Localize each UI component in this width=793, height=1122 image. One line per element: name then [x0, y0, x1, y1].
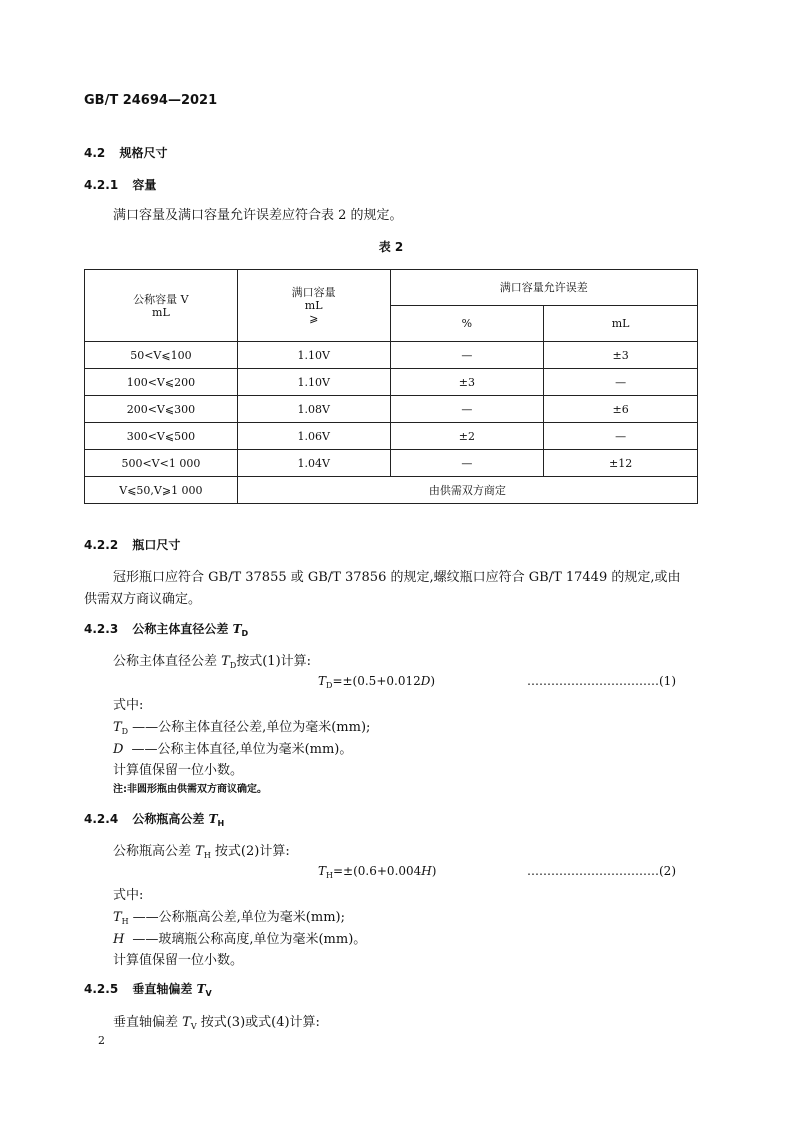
header-line: 满口容量 [291, 286, 336, 299]
symbol: T [113, 720, 122, 735]
section-title: 垂直轴偏差 [132, 982, 193, 996]
formula-text: =±(0.6+0.004 [333, 864, 422, 878]
section-number: 4.2 [84, 146, 106, 160]
formula-text: ) [430, 674, 436, 688]
table-row [85, 450, 698, 477]
cell-pct: — [390, 342, 544, 369]
intro-text: 公称瓶高公差 [113, 844, 196, 859]
definition-text: ——玻璃瓶公称高度,单位为毫米(mm)。 [132, 932, 367, 947]
cell-full: 1.08V [237, 396, 390, 423]
cell-pct: — [390, 450, 544, 477]
formula-intro [113, 840, 290, 860]
definition-text: ——公称瓶高公差,单位为毫米(mm); [132, 910, 345, 925]
formula-1 [318, 674, 435, 690]
intro-text: 按式(3)或式(4)计算: [196, 1015, 320, 1030]
section-number: 4.2.4 [84, 812, 119, 826]
where-label: 式中: [113, 698, 144, 713]
intro-text: 按式(2)计算: [210, 844, 290, 859]
symbol: T [232, 622, 242, 636]
symbol: T [221, 654, 230, 669]
section-number: 4.2.3 [84, 622, 119, 636]
header-ml: mL [544, 306, 698, 342]
standard-number: GB/T 24694—2021 [84, 93, 218, 108]
table-row [85, 396, 698, 423]
cell-ml: — [544, 369, 698, 396]
paragraph: 计算值保留一位小数。 [113, 763, 244, 778]
capacity-table [84, 269, 698, 504]
symbol: H [113, 932, 125, 947]
cell-pct: ±2 [390, 423, 544, 450]
definition-text: ——公称主体直径,单位为毫米(mm)。 [131, 742, 353, 757]
section-4-2-4-heading [84, 810, 224, 828]
intro-text: 公称主体直径公差 [113, 654, 222, 669]
cell-range: 50<V⩽100 [85, 342, 238, 369]
cell-pct: ±3 [390, 369, 544, 396]
section-title: 公称瓶高公差 [132, 812, 205, 826]
formula-2 [318, 864, 436, 880]
formula-number: ……………………………(1) [527, 674, 676, 688]
section-title: 瓶口尺寸 [132, 538, 181, 552]
header-tolerance: 满口容量允许误差 [390, 270, 697, 306]
formula-text: =±(0.5+0.012 [332, 674, 421, 688]
formula-intro [113, 1011, 320, 1031]
symbol-subscript: D [121, 727, 129, 736]
symbol-subscript: H [217, 819, 225, 828]
cell-full: 1.04V [237, 450, 390, 477]
definition-text: ——公称主体直径公差,单位为毫米(mm); [132, 720, 371, 735]
cell-range: 300<V⩽500 [85, 423, 238, 450]
formula-text: ) [431, 864, 437, 878]
symbol: T [196, 982, 206, 996]
cell-range: V⩽50,V⩾1 000 [85, 477, 238, 504]
header-percent: % [390, 306, 544, 342]
symbol-subscript: V [205, 989, 212, 998]
note: 注:非圆形瓶由供需双方商议确定。 [113, 784, 267, 795]
symbol-subscript: D [241, 629, 249, 638]
definition [113, 738, 352, 757]
cell-full: 1.06V [237, 423, 390, 450]
page-number: 2 [98, 1034, 105, 1047]
symbol-subscript: H [326, 871, 333, 880]
table-header-row [85, 270, 698, 306]
header-line: 公称容量 V [133, 292, 189, 306]
section-title: 规格尺寸 [119, 146, 168, 160]
section-number: 4.2.2 [84, 538, 119, 552]
section-4-2-heading [84, 144, 167, 161]
cell-full: 1.10V [237, 369, 390, 396]
symbol: T [113, 910, 122, 925]
symbol-subscript: D [229, 661, 237, 670]
header-line: mL [304, 299, 323, 312]
table-row [85, 369, 698, 396]
cell-range: 500<V<1 000 [85, 450, 238, 477]
table-row [85, 477, 698, 504]
symbol: T [182, 1015, 191, 1030]
section-title: 公称主体直径公差 [132, 622, 229, 636]
definition [113, 928, 366, 947]
formula-number: ……………………………(2) [527, 864, 676, 878]
section-4-2-1-heading [84, 176, 156, 193]
table-caption: 表 2 [378, 240, 404, 254]
header-line: ⩾ [309, 312, 319, 325]
cell-ml: ±3 [544, 342, 698, 369]
definition [113, 716, 370, 736]
section-number: 4.2.5 [84, 982, 119, 996]
header-nominal-capacity [85, 270, 238, 342]
cell-ml: — [544, 423, 698, 450]
cell-pct: — [390, 396, 544, 423]
definition [113, 906, 345, 926]
symbol: T [195, 844, 204, 859]
intro-text: 按式(1)计算: [236, 654, 312, 669]
cell-full: 1.10V [237, 342, 390, 369]
section-4-2-2-heading [84, 536, 180, 553]
variable: H [421, 864, 432, 878]
symbol: T [318, 864, 327, 878]
where-label: 式中: [113, 888, 144, 903]
section-title: 容量 [132, 178, 157, 192]
symbol-subscript: D [326, 681, 333, 690]
cell-range: 100<V⩽200 [85, 369, 238, 396]
intro-text: 垂直轴偏差 [113, 1015, 183, 1030]
section-number: 4.2.1 [84, 178, 119, 192]
header-line: mL [152, 305, 170, 319]
symbol: D [113, 742, 124, 757]
symbol-subscript: H [203, 851, 211, 860]
table-row [85, 342, 698, 369]
symbol: T [208, 812, 218, 826]
paragraph: 计算值保留一位小数。 [113, 953, 244, 968]
cell-merged: 由供需双方商定 [237, 477, 697, 504]
paragraph: 满口容量及满口容量允许误差应符合表 2 的规定。 [113, 208, 403, 223]
header-full-capacity [237, 270, 390, 342]
table-row [85, 423, 698, 450]
symbol-subscript: H [121, 917, 129, 926]
paragraph: 供需双方商议确定。 [84, 592, 202, 607]
cell-ml: ±6 [544, 396, 698, 423]
variable: D [420, 674, 431, 688]
cell-ml: ±12 [544, 450, 698, 477]
cell-range: 200<V⩽300 [85, 396, 238, 423]
symbol-subscript: V [190, 1022, 197, 1031]
section-4-2-3-heading [84, 620, 248, 638]
paragraph: 冠形瓶口应符合 GB/T 37855 或 GB/T 37856 的规定,螺纹瓶口应符合 GB/T 17449 的规定,或由 [113, 570, 681, 585]
symbol: T [318, 674, 327, 688]
formula-intro [113, 650, 311, 670]
section-4-2-5-heading [84, 980, 212, 998]
